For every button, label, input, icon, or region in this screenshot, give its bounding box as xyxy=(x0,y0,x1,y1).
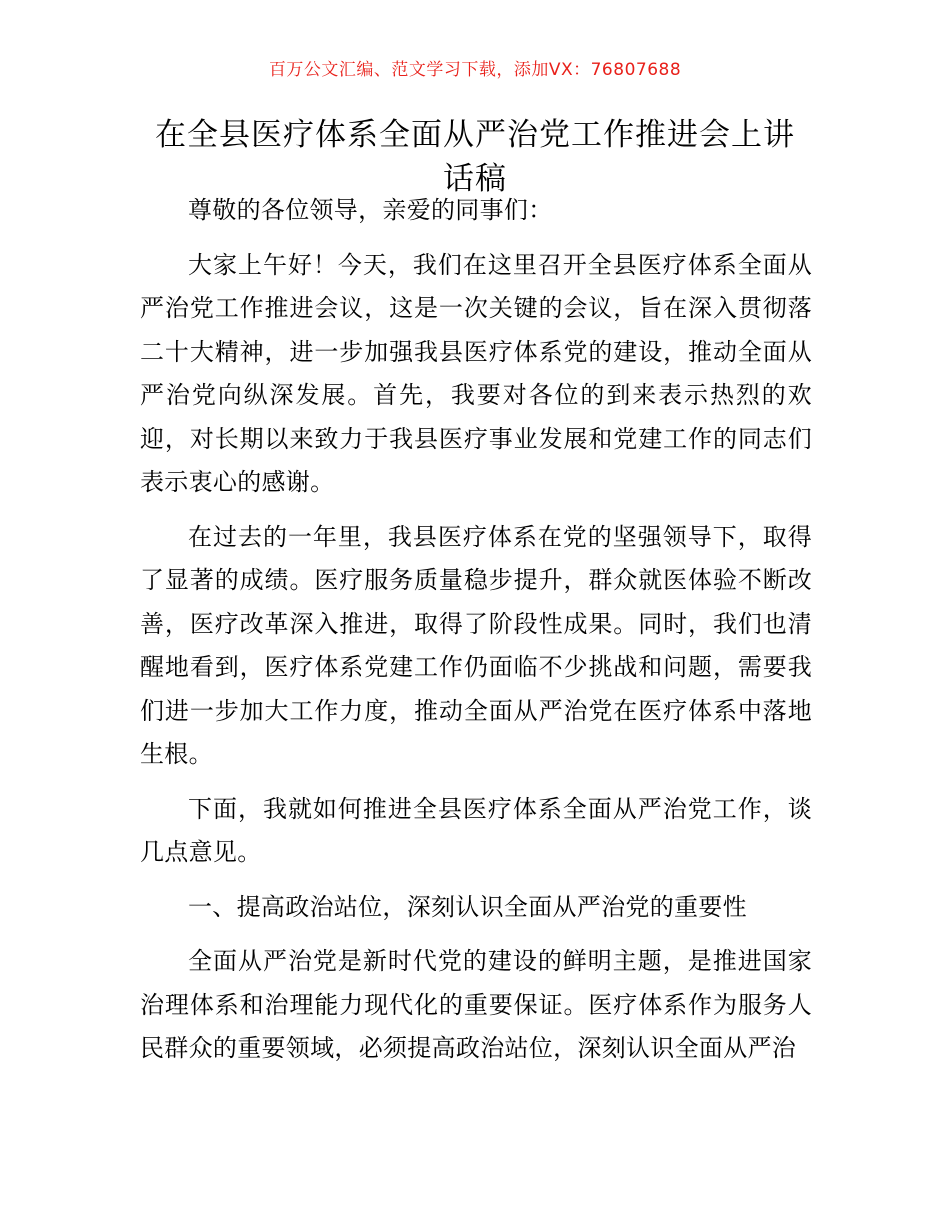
body-paragraph: 大家上午好！今天，我们在这里召开全县医疗体系全面从严治党工作推进会议，这是一次关键的会议，旨在深入贯彻落二十大精神，进一步加强我县医疗体系党的建设，推动全面从严治党向纵深发展。首先，我要对各位的到来表示热烈的欢迎，对长期以来致力于我县医疗事业发展和党建工作的同志们表示衷心的感谢。 xyxy=(140,250,812,496)
section-heading: 一、提高政治站位，深刻认识全面从严治党的重要性 xyxy=(188,892,747,921)
salutation-paragraph: 尊敬的各位领导，亲爱的同事们： xyxy=(188,196,553,224)
header-watermark-note: 百万公文汇编、范文学习下载，添加VX：76807688 xyxy=(268,60,682,80)
body-paragraph: 在过去的一年里，我县医疗体系在党的坚强领导下，取得了显著的成绩。医疗服务质量稳步提升，群众就医体验不断改善，医疗改革深入推进，取得了阶段性成果。同时，我们也清醒地看到，医疗体系党建工作仍面临不少挑战和问题，需要我们进一步加大工作力度，推动全面从严治党在医疗体系中落地生根。 xyxy=(140,522,812,768)
document-body xyxy=(140,189,812,1082)
body-paragraph: 全面从严治党是新时代党的建设的鲜明主题，是推进国家治理体系和治理能力现代化的重要保证。医疗体系作为服务人民群众的重要领域，必须提高政治站位，深刻认识全面从严治 xyxy=(140,947,812,1062)
document-title: 在全县医疗体系全面从严治党工作推进会上讲话稿 xyxy=(155,117,795,197)
body-paragraph: 下面，我就如何推进全县医疗体系全面从严治党工作，谈几点意见。 xyxy=(140,794,812,866)
